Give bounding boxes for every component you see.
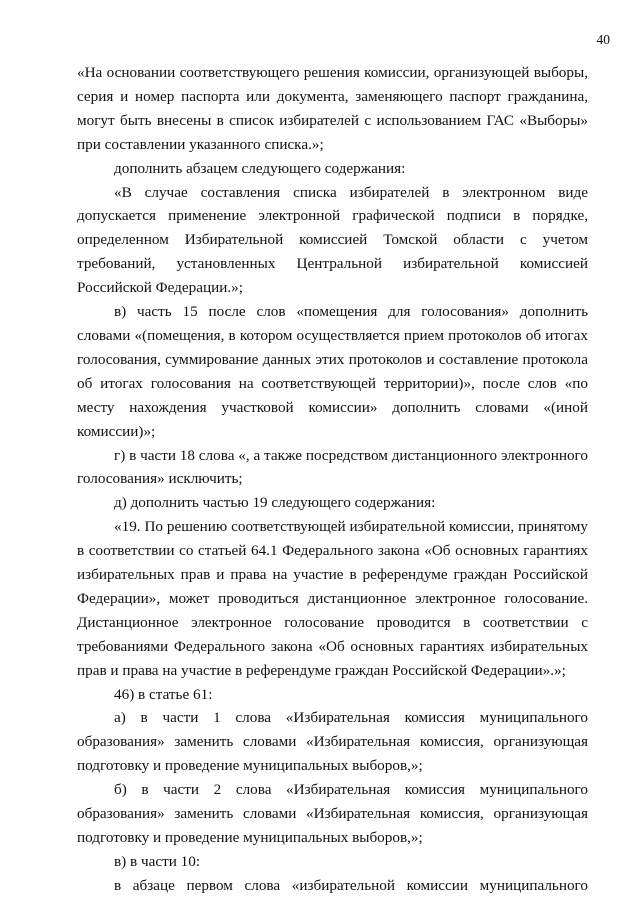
- paragraph-61-part-2: б) в части 2 слова «Избирательная комиссия муниципального образования» заменить словами «Избирательная комиссия, организующая подготовку и проведение муниципальных выборов,»;: [77, 781, 588, 846]
- document-body: [77, 61, 588, 898]
- paragraph-part-15: в) часть 15 после слов «помещения для голосования» дополнить словами «(помещения, в котором осуществляется прием протоколов об итогах голосования, суммирование данных этих протоколов и составление протокола об итогах голосования на соответствующей территории)», после слов «по месту нахождения участковой комиссии» дополнить словами «(иной комиссии)»;: [77, 303, 588, 440]
- paragraph-add-part-19: д) дополнить частью 19 следующего содержания:: [114, 494, 436, 512]
- paragraph-add-clause: дополнить абзацем следующего содержания:: [114, 159, 406, 177]
- paragraph-first-subparagraph: в абзаце первом слова «избирательной комиссии муниципального: [114, 876, 588, 894]
- paragraph-electronic-list: «В случае составления списка избирателей в электронном виде допускается применение электронной графической подписи в порядке, определенном Избирательной комиссией Томской области с учетом требований, установленных Центральной избирательной комиссией Российской Федерации.»;: [77, 183, 588, 297]
- paragraph-item-46: 46) в статье 61:: [114, 685, 213, 703]
- paragraph-61-part-10: в) в части 10:: [114, 852, 201, 870]
- paragraph-61-part-1: а) в части 1 слова «Избирательная комиссия муниципального образования» заменить словами «Избирательная комиссия, организующая подготовку и проведение муниципальных выборов,»;: [77, 709, 588, 775]
- paragraph-part-19-text: «19. По решению соответствующей избирательной комиссии, принятому в соответствии со статьей 64.1 Федерального закона «Об основных гарантиях избирательных прав и права на участие в референдуме граждан Российской Федерации», может проводиться дистанционное электронное голосование. Дистанционное электронное голосование проводится в соответствии с требованиями Федерального закона «Об основных гарантиях избирательных прав и права на участие в референдуме граждан Российской Федерации».»;: [77, 518, 588, 679]
- paragraph-part-18: г) в части 18 слова «, а также посредством дистанционного электронного голосования» исключить;: [77, 446, 588, 488]
- paragraph-passport-insertion: «На основании соответствующего решения комиссии, организующей выборы, серия и номер паспорта или документа, заменяющего паспорт гражданина, могут быть внесены в список избирателей с использованием ГАС «Выборы» при составлении указанного списка.»;: [77, 64, 588, 153]
- page-number: 40: [596, 32, 610, 47]
